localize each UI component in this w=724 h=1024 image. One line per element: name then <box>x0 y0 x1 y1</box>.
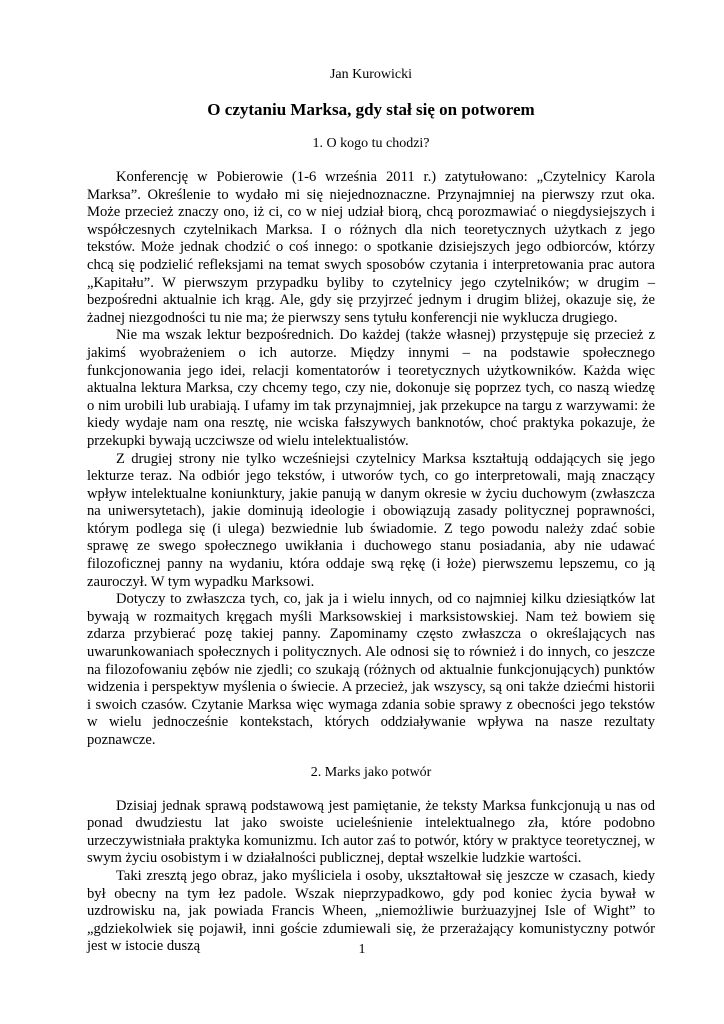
paragraph: Dzisiaj jednak sprawą podstawową jest pamiętanie, że teksty Marksa funkcjonują u nas od ponad dwudziestu lat jako swoiste ucieleśnienie intelektualnego zła, które podobno urzeczywistniała praktyka komunizmu. Ich autor zaś to potwór, który w praktyce teoretycznej, w swym życiu osobistym i w działalności publicznej, deptał wszelkie ludzkie wartości. <box>87 797 655 867</box>
section-heading: 2. Marks jako potwór <box>310 764 432 780</box>
page-number: 1 <box>358 942 366 957</box>
document-title: O czytaniu Marksa, gdy stał się on potworem <box>207 100 535 119</box>
paragraph: Dotyczy to zwłaszcza tych, co, jak ja i wielu innych, od co najmniej kilku dziesiątków lat bywają w rozmaitych kręgach myśli Marksowskiej i marksistowskiej. Nam też bowiem się zdarza przybierać pozę takiej panny. Zapominamy często zwłaszcza o określających nas uwarunkowaniach społecznych i politycznych. Ale odnosi się to również i do innych, co jeszcze na filozofowaniu zębów nie zjedli; co szukają (różnych od aktualnie funkcjonujących) punktów widzenia i perspektyw myślenia o świecie. A przecież, jak wszyscy, są oni także dziećmi historii i swoich czasów. Czytanie Marksa więc wymaga zdania sobie sprawy z obecności jego tekstów w wielu jednocześnie kontekstach, których oddziaływanie wpływa na nasze rezultaty poznawcze. <box>87 591 655 748</box>
section-heading: 1. O kogo tu chodzi? <box>312 136 430 151</box>
document-page <box>87 66 655 956</box>
section-2 <box>87 764 655 956</box>
paragraph: Taki zresztą jego obraz, jako myśliciela i osoby, ukształtował się jeszcze w czasach, kiedy był obecny na tym łez padole. Wszak nieprzypadkowo, gdy pod koniec życia bywał w uzdrowisku na, jak powiada Francis Wheen, „niemożliwie burżuazyjnej Isle of Wight” to „gdziekolwiek się pojawił, inni goście zdumiewali się, że przerażający komunistyczny potwór jest w istocie duszą <box>87 867 655 955</box>
author-name: Jan Kurowicki <box>329 67 413 82</box>
paragraph: Z drugiej strony nie tylko wcześniejsi czytelnicy Marksa kształtują oddających się jego lekturze teraz. Na odbiór jego tekstów, i utworów tych, co go interpretowali, mają znaczący wpływ intelektualne koniunktury, jakie panują w danym okresie w życiu duchowym (zwłaszcza na uniwersytetach), jakie dominują ideologie i obowiązują zasady politycznej poprawności, którym podlega się (i ulega) bezwiednie lub świadomie. Z tego powodu należy zdać sobie sprawę ze swego społecznego uwikłania i duchowego stanu posiadania, aby nie udawać filozoficznej panny na wydaniu, która oddaje swą rękę (i łoże) pierwszemu lepszemu, co ją zauroczył. W tym wypadku Marksowi. <box>87 450 655 590</box>
paragraph: Konferencję w Pobierowie (1-6 września 2011 r.) zatytułowano: „Czytelnicy Karola Marksa”. Określenie to wydało mi się niejednoznaczne. Przynajmniej na pierwszy rzut oka. Może przecież znaczy ono, iż ci, co w niej udział biorą, chcą porozmawiać o niegdysiejszych i współczesnych czytelnikach Marksa. I o różnych dla nich teoretycznych użytkach z jego tekstów. Może jednak chodzić o coś innego: o spotkanie dzisiejszych jego odbiorców, którzy chcą się podzielić refleksjami na temat swych sposobów czytania i interpretowania prac autora „Kapitału”. W pierwszym przypadku byliby to czytelnicy jego czytelników; w drugim – bezpośredni aktualnie ich krąg. Ale, gdy się przyjrzeć jednym i drugim bliżej, okazuje się, że żadnej niezgodności tu nie ma; że pierwszy sens tytułu konferencji nie wyklucza drugiego. <box>87 169 655 326</box>
section-spacer <box>87 750 655 764</box>
section-1 <box>87 135 655 750</box>
paragraph: Nie ma wszak lektur bezpośrednich. Do każdej (także własnej) przystępuje się przecież z jakimś wyobrażeniem o ich autorze. Między innymi – na podstawie społecznego funkcjonowania jego idei, relacji komentatorów i teoretycznych użytkowników. Każda więc aktualna lektura Marksa, czy chcemy tego, czy nie, dokonuje się poprzez tych, co naszą wiedzę o nim urobili lub urabiają. I ufamy im tak przynajmniej, jak przekupce na targu z warzywami: że kiedy wydaje nam ona resztę, nie wciska fałszywych banknotów, choć praktyka pokazuje, że przekupki bywają uczciwsze od wielu intelektualistów. <box>87 327 655 449</box>
